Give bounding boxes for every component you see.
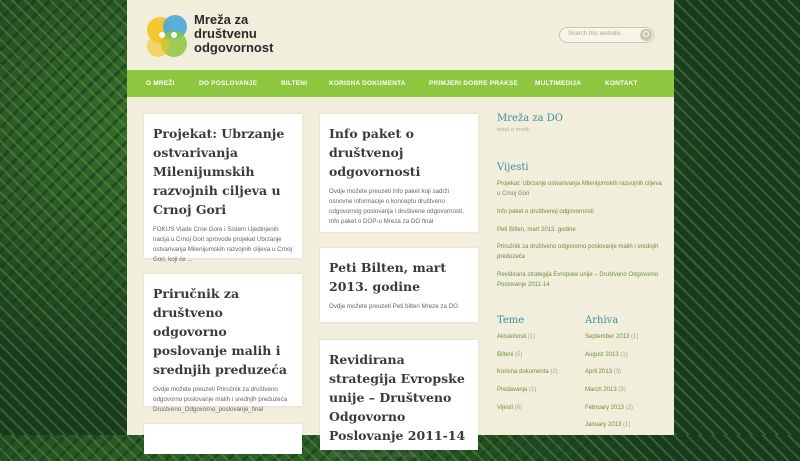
nav-item-korisna-dokumenta[interactable]: KORISNA DOKUMENTA — [329, 80, 406, 87]
main-navigation — [127, 70, 674, 97]
logo-line-3: odgovornost — [194, 40, 274, 55]
topic-count: (2) — [550, 369, 558, 375]
archive-label: March 2013 — [585, 387, 617, 393]
news-link[interactable]: Projekat: Ubrzanje ostvarivanja Milenijumskih razvojnih ciljeva u Crnoj Gori — [497, 181, 662, 197]
topics-heading: Teme — [497, 315, 525, 326]
search-input[interactable] — [559, 27, 654, 43]
search-placeholder: Search this website... — [568, 31, 626, 37]
post-title[interactable]: Projekat: Ubrzanje ostvarivanja Milenijumskih razvojnih ciljeva u Crnoj Gori — [153, 126, 285, 217]
archive-label: August 2013 — [585, 352, 619, 358]
sidebar-subtitle: tekst o mreži — [497, 127, 530, 133]
archive-count: (3) — [613, 369, 622, 375]
topic-link[interactable] — [497, 385, 536, 395]
archive-count: (3) — [618, 387, 626, 393]
news-link[interactable]: Priručnik za društveno odgovorno poslovanje malih i srednjih preduzeća — [497, 244, 659, 260]
archive-link[interactable] — [585, 367, 621, 377]
logo-mark-icon — [144, 13, 192, 61]
site-logo[interactable] — [144, 11, 274, 63]
archive-link[interactable] — [585, 385, 626, 395]
news-heading: Vijesti — [497, 162, 529, 173]
logo-line-1: Mreža za — [194, 12, 249, 27]
sidebar-title: Mreža za DO — [497, 113, 563, 124]
post-card-partial — [144, 424, 302, 454]
archive-link[interactable] — [585, 420, 630, 430]
topic-count: (5) — [515, 352, 523, 358]
topic-count: (1) — [528, 334, 536, 340]
topic-link[interactable] — [497, 350, 522, 360]
post-card — [144, 114, 302, 263]
site-header — [127, 0, 674, 70]
archive-heading: Arhiva — [585, 315, 619, 326]
archive-link[interactable] — [585, 403, 633, 413]
post-title[interactable]: Priručnik za društveno odgovorno poslovanje malih i srednjih preduzeća — [153, 286, 287, 377]
archive-count: (1) — [620, 352, 628, 358]
post-excerpt: Ovdje možete preuzeti Priručnik za društveno odgovorno poslovanje malih i srednjih preduzeća Drustveno_Odgovorno_poslovanje_final — [153, 386, 288, 413]
topic-link[interactable] — [497, 367, 558, 377]
post-title[interactable]: Info paket o društvenoj odgovornosti — [329, 126, 421, 179]
nav-item-o-mrezi[interactable]: O MREŽI — [146, 80, 175, 87]
archive-count: (2) — [625, 405, 634, 411]
archive-label: February 2013 — [585, 405, 625, 411]
sidebar — [497, 113, 667, 428]
nav-item-primjeri-dobre-prakse[interactable]: PRIMJERI DOBRE PRAKSE — [429, 80, 519, 87]
archive-count: (1) — [631, 334, 639, 340]
topic-label: Aktuelnosti — [497, 334, 527, 340]
topic-count: (8) — [514, 405, 522, 411]
topic-label: Vijesti — [497, 405, 513, 411]
archive-label: January 2013 — [585, 422, 622, 428]
archive-link[interactable] — [585, 350, 628, 360]
topic-link[interactable] — [497, 403, 522, 413]
post-excerpt: FOKUS Vlade Crne Gore i Sistem Ujedinjenih nacija u Crnoj Gori sprovode projekat Ubrzanje ostvarivanja Milenijumskih razvojnih ciljeva u Crnoj Gori, koji će ... — [153, 226, 292, 263]
post-title[interactable]: Revidirana strategija Evropske unije – Društveno Odgovorno Poslovanje 2011-14 — [329, 352, 466, 443]
post-excerpt: Ovdje možete preuzeti Peti bilten Mreze za DO — [329, 303, 458, 310]
logo-text — [194, 13, 273, 55]
nav-item-do-poslovanje[interactable]: DO POSLOVANJE — [199, 80, 258, 87]
post-card — [320, 248, 478, 322]
archive-label: September 2013 — [585, 334, 630, 340]
archive-label: April 2013 — [585, 369, 613, 375]
post-excerpt: Ovdje možete preuzeti revidiranu... — [329, 452, 425, 459]
topic-count: (1) — [529, 387, 537, 393]
topic-label: Korisna dokumenta — [497, 369, 549, 375]
archive-link[interactable] — [585, 332, 638, 342]
news-link[interactable]: Revidirana strategija Evropske unije – Društveno Odgovorno Poslovanje 2011-14 — [497, 272, 659, 288]
topic-label: Bilteni — [497, 352, 514, 358]
archive-count: (1) — [623, 422, 631, 428]
topic-label: Predavanja — [497, 387, 528, 393]
page-container — [127, 0, 674, 459]
post-card — [320, 340, 478, 459]
topic-link[interactable] — [497, 332, 535, 342]
nav-item-bilteni[interactable]: BILTENI — [281, 80, 308, 87]
logo-line-2: društvenu — [194, 26, 257, 41]
news-link[interactable]: Info paket o društvenoj odgovornosti — [497, 209, 594, 215]
post-card — [320, 114, 478, 232]
post-title[interactable]: Peti Bilten, mart 2013. godine — [329, 260, 447, 294]
post-card — [144, 274, 302, 413]
post-excerpt: Ovdje možete preuzeti Info paket koji sadrži osnovne informacije o konceptu društveno odgovornog poslovanja i društvene odgovornosti. Info paket o DOP-u Mreza za DO final — [329, 188, 464, 225]
search-icon[interactable] — [640, 29, 652, 41]
news-link[interactable]: Peti Bilten, mart 2013. godine — [497, 227, 576, 233]
nav-item-multimedija[interactable]: MULTIMEDIJA — [535, 80, 582, 87]
nav-item-kontakt[interactable]: KONTAKT — [605, 80, 638, 87]
